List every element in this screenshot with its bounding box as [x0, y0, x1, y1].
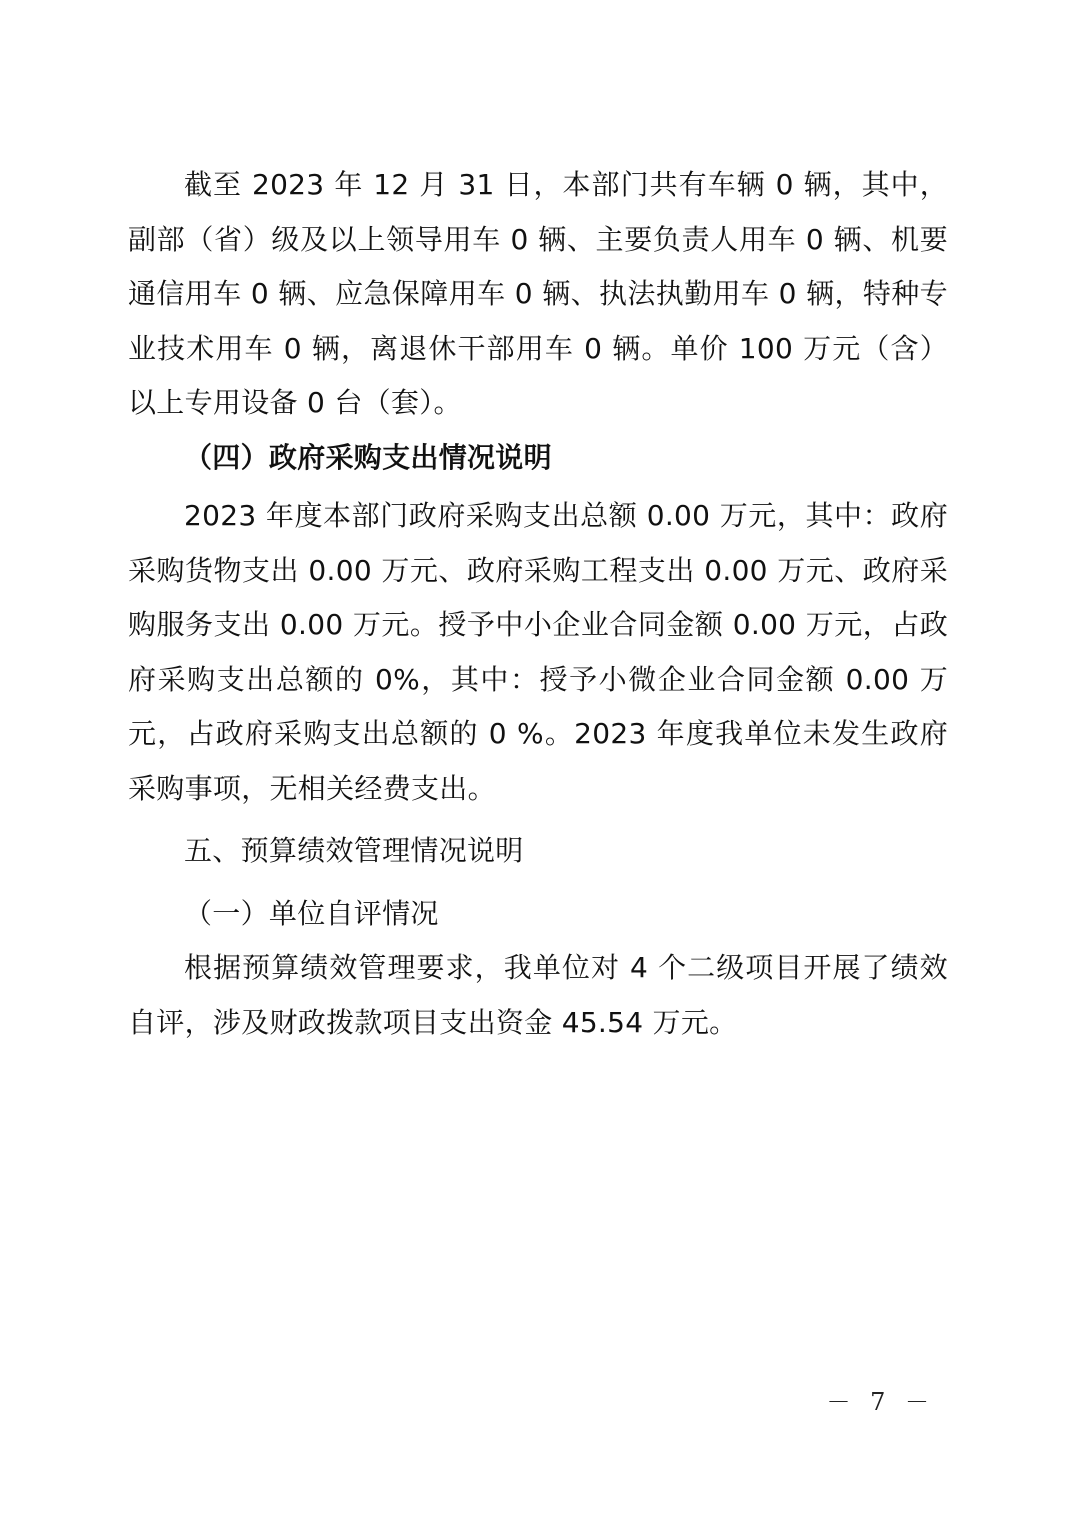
self-evaluation-paragraph: 根据预算绩效管理要求，我单位对 4 个二级项目开展了绩效自评，涉及财政拨款项目支出资金 45.54 万元。	[128, 951, 948, 1039]
vehicles-paragraph: 截至 2023 年 12 月 31 日，本部门共有车辆 0 辆，其中，副部（省）级及以上领导用车 0 辆、主要负责人用车 0 辆、机要通信用车 0 辆、应急保障用车 0 辆、执法执勤用车 0 辆，特种专业技术用车 0 辆，离退休干部用车 0 辆。单价 100 万元（含）以上专用设备 0 台（套）。	[128, 168, 948, 419]
procurement-heading: （四）政府采购支出情况说明	[184, 440, 552, 474]
performance-heading: 五、预算绩效管理情况说明	[184, 834, 524, 867]
page-number: － 7 －	[826, 1388, 935, 1416]
document-body	[128, 158, 948, 1050]
procurement-paragraph: 2023 年度本部门政府采购支出总额 0.00 万元，其中：政府采购货物支出 0.00 万元、政府采购工程支出 0.00 万元、政府采购服务支出 0.00 万元。授予中小企业合同金额 0.00 万元，占政府采购支出总额的 0%，其中：授予小微企业合同金额 0.00 万元，占政府采购支出总额的 0 %。2023 年度我单位未发生政府采购事项，无相关经费支出。	[128, 499, 948, 805]
self-evaluation-heading: （一）单位自评情况	[184, 896, 439, 930]
